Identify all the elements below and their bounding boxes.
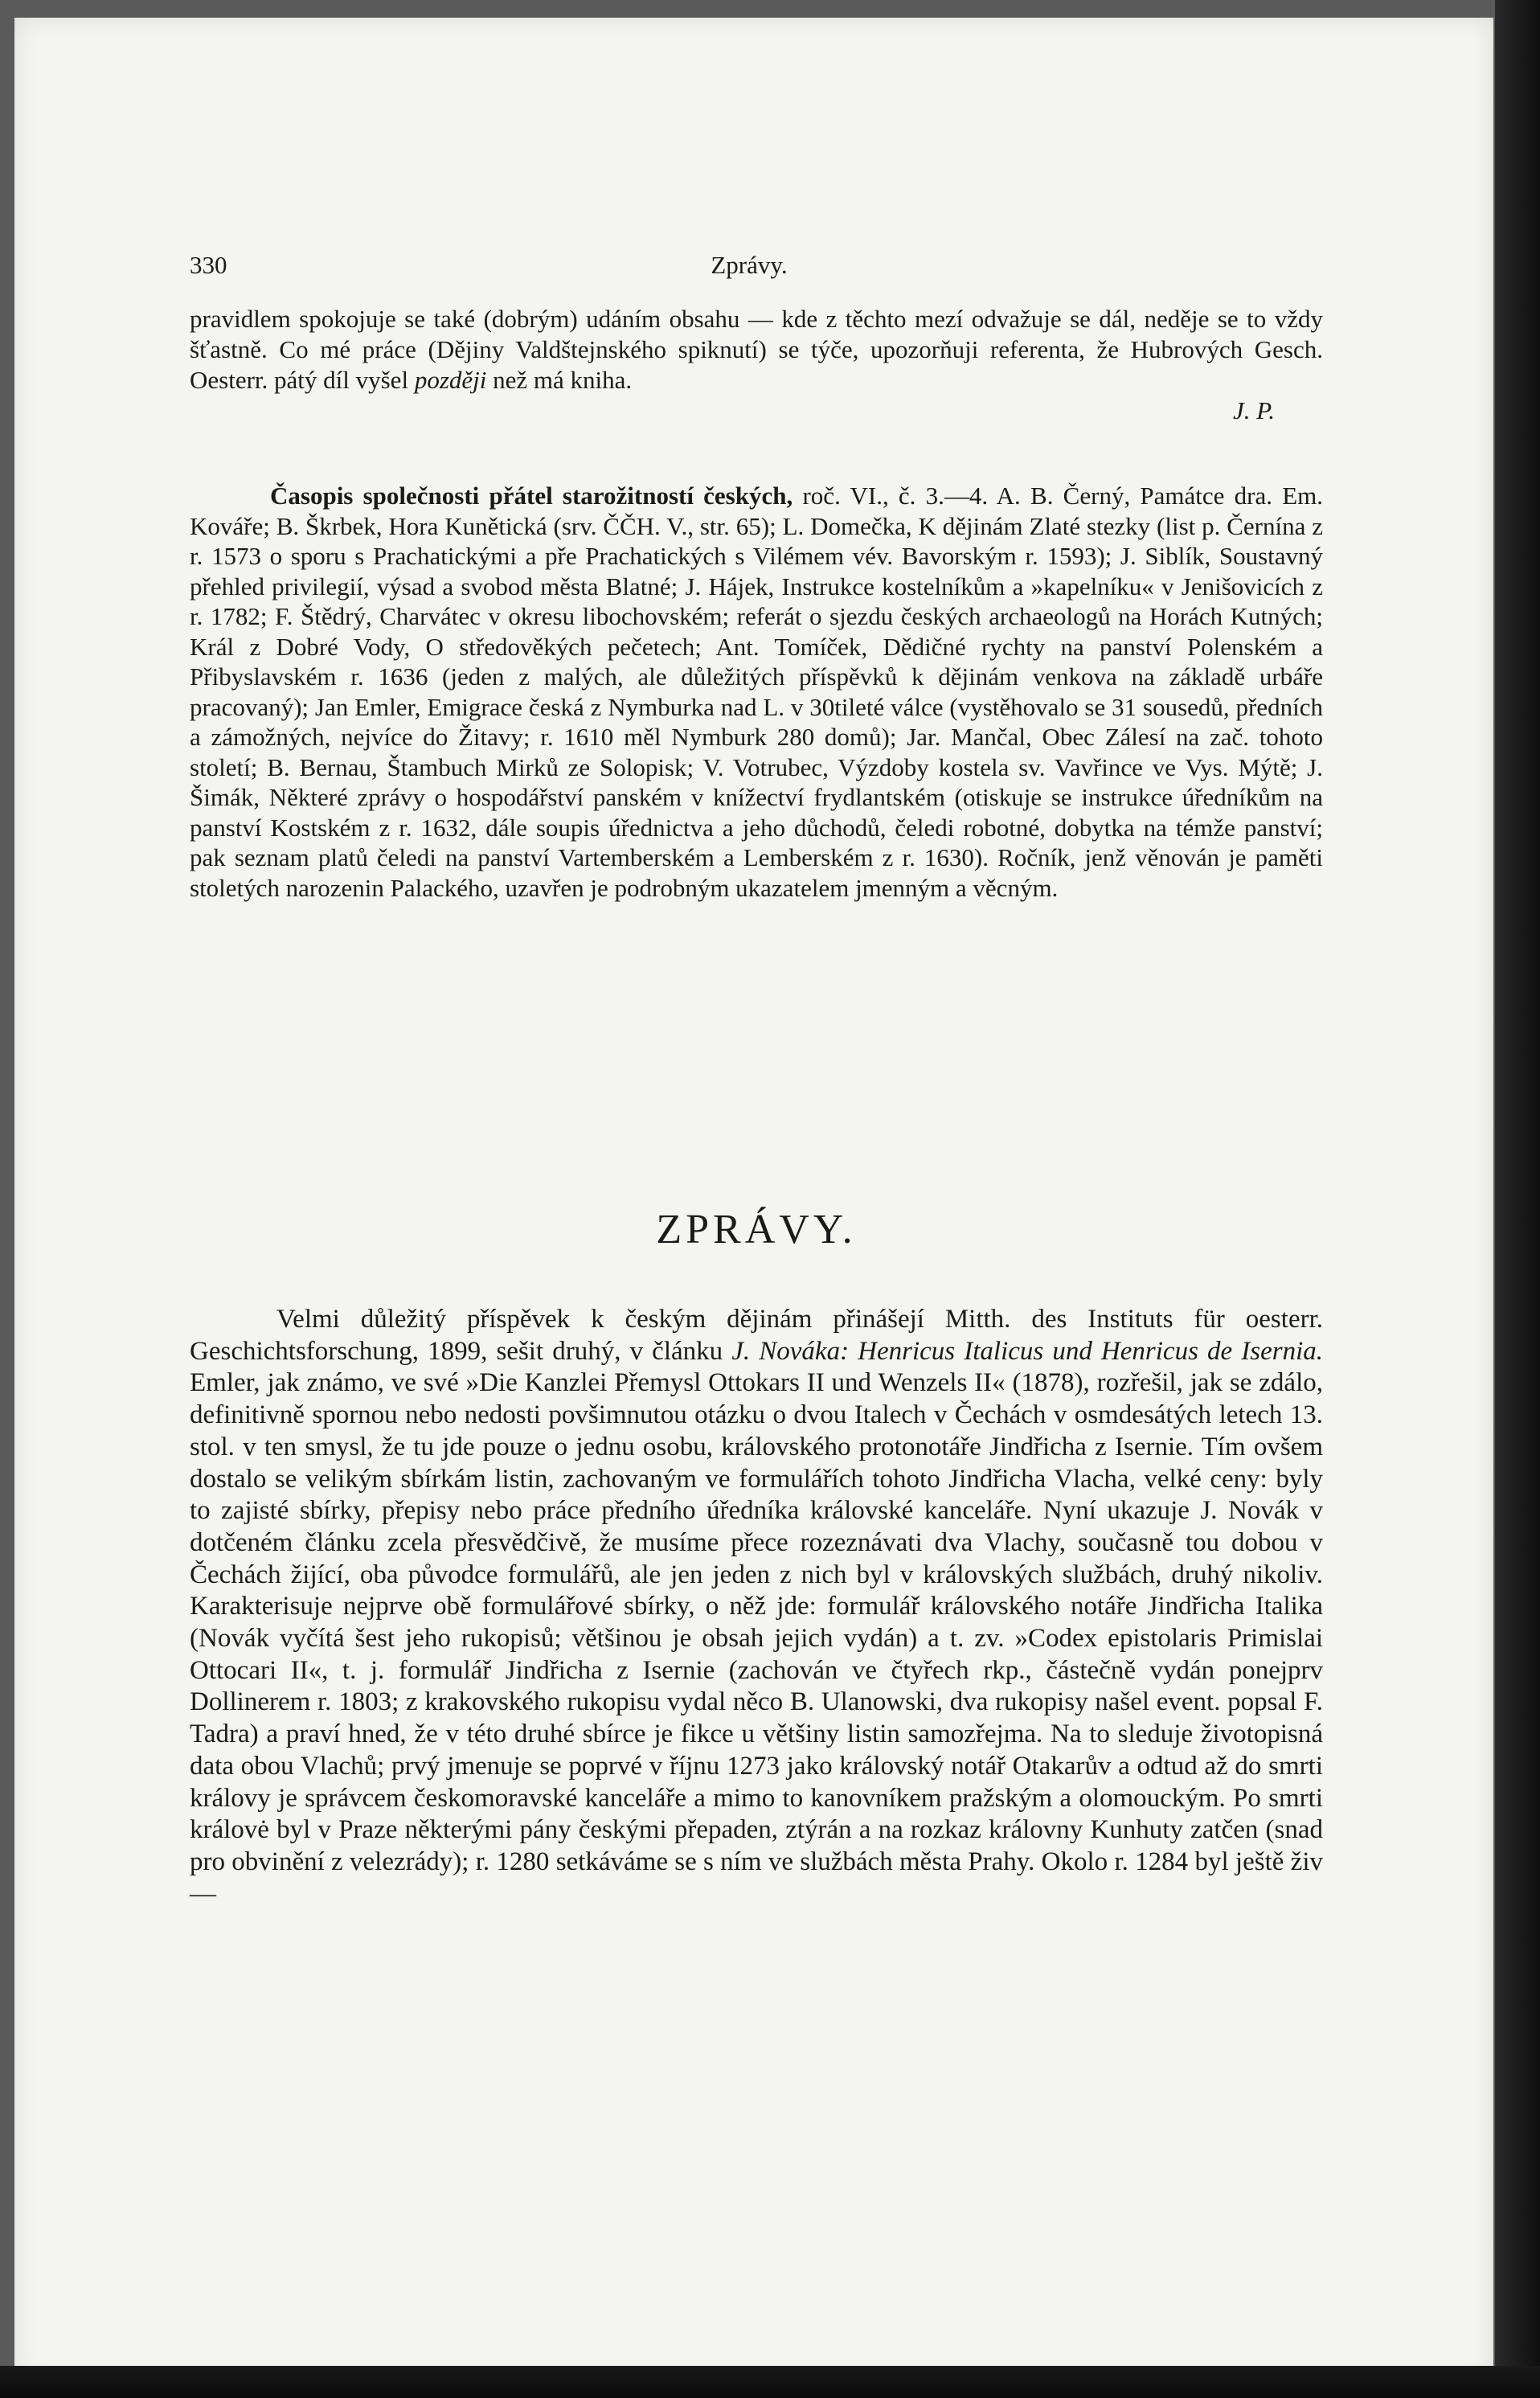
review-text-end: než má kniha. — [493, 366, 633, 394]
news-text-a: Velmi důležitý příspěvek k českým dějinám přinášejí Mitth. des Instituts für oesterr. Geschichtsforschung, 1899, sešit druhý, v článku — [190, 1305, 1323, 1366]
review-signature: J. P. — [1233, 396, 1275, 424]
page-header — [178, 251, 1320, 286]
review-text: pravidlem spokojuje se také (dobrým) udáním obsahu — kde z těchto mezí odvažuje se dál, neděje se to vždy šťastně. Co mé práce (Dějiny Valdštejnského spiknutí) se týče, upozorňuji referenta, že Hubrových Gesch. Oesterr. pátý díl vyšel — [190, 305, 1323, 394]
review-paragraph — [190, 304, 1323, 426]
scan-edge-bottom — [0, 2366, 1540, 2398]
news-paragraph — [190, 1304, 1323, 1910]
journal-text: roč. VI., č. 3.—4. A. B. Černý, Památce dra. Em. Kováře; B. Škrbek, Hora Kunětická (srv. ČČH. V., str. 65); L. Domečka, K dějinám Zlaté stezky (list p. Černína z r. 1573 o sporu s Prachatickými a pře Prachatických s Vilémem vév. Bavorským r. 1593); J. Siblík, Soustavný přehled privilegií, výsad a svobod města Blatné; J. Hájek, Instrukce kostelníkům a »kapelníku« v Jenišovicích z r. 1782; F. Štědrý, Charvátec v okresu libochovském; referát o sjezdu českých archaeologů na Horách Kutných; Král z Dobré Vody, O středověkých pečetech; Ant. Tomíček, Dědičné rychty na panství Polenském a Přibyslavském r. 1636 (jeden z malých, ale důležitých příspěvků k dějinám venkova na základě urbáře pracovaný); Jan Emler, Emigrace česká z Nymburka nad L. v 30tileté válce (vystěhovalo se 31 sousedů, předních a zámožných, nejvíce do Žitavy; r. 1610 měl Nymburk 280 domů); Jar. Mančal, Obec Zálesí na zač. tohoto století; B. Bernau, Štambuch Mirků ze Solopisk; V. Votrubec, Výzdoby kostela sv. Vavřince ve Vys. Mýtě; J. Šimák, Některé zprávy o hospodářství panském v knížectví frydlantském (otiskuje se instrukce úředníkům na panství Kostském z r. 1632, dále soupis úřednictva a jeho důchodů, čeledi robotné, dobytka na témže panství; pak seznam platů čeledi na panství Vartemberském a Lemberském z r. 1630). Ročník, jenž věnován je paměti stoletých narozenin Palackého, uzavřen je podrobným ukazatelem jmenným a věcným. — [190, 482, 1324, 902]
news-text-b: Emler, jak známo, ve své »Die Kanzlei Přemysl Ottokars II und Wenzels II« (1878), rozřešil, jak se zdálo, definitivně spornou nebo nedosti povšimnutou otázku o dvou Italech v Čechách v osmdesátých letech 13. stol. v ten smysl, že tu jde pouze o jednu osobu, královského protonotáře Jindřicha z Isernie. Tím ovšem dostalo se velikým sbírkám listin, zachovaným ve formulářích tohoto Jindřicha Vlacha, velké ceny: byly to zajisté sbírky, přepisy nebo práce předního úředníka královské kanceláře. Nyní ukazuje J. Novák v dotčeném článku zcela přesvědčivě, že musíme přece rozeznávati dva Vlachy, současně tou dobou v Čechách žijící, oba původce formulářů, ale jen jeden z nich byl v královských službách, druhý nikoliv. Karakterisuje nejprve obě formulářové sbírky, o něž jde: formulář královského notáře Jindřicha Italika (Novák vyčítá šest jeho rukopisů; většinou je obsah jejich vydán) a t. zv. »Codex epistolaris Primislai Ottocari II«, t. j. formulář Jindřicha z Isernie (zachován ve čtyřech rkp., částečně vydán ponejprv Dollinerem r. 1803; z krakovského rukopisu vydal něco B. Ulanowski, dva rukopisy našel event. popsal F. Tadra) a praví hned, že v této druhé sbírce je fikce u většiny listin samozřejma. Na to sleduje životopisná data obou Vlachů; prvý jmenuje se poprvé v říjnu 1273 jako královský notář Otakarův a odtud až do smrti královy je správcem českomoravské kanceláře a mimo to kanovníkem pražským a olomouckým. Po smrti královė byl v Praze některými pány českými přepaden, ztýrán a na rozkaz královny Kunhuty zatčen (snad pro obvinění z velezrády); r. 1280 setkáváme se s ním ve službách města Prahy. Okolo r. 1284 byl ještě živ — — [190, 1368, 1323, 1908]
running-title: Zprávy. — [711, 251, 788, 279]
news-emphasis: J. Nováka: Henricus Italicus und Henricus de Isernia. — [731, 1336, 1323, 1366]
journal-paragraph — [190, 481, 1323, 903]
review-emphasis: později — [414, 366, 487, 394]
section-heading: ZPRÁVY. — [656, 1207, 857, 1252]
journal-title: Časopis společnosti přátel starožitností českých, — [270, 482, 793, 510]
page-number: 330 — [190, 251, 227, 279]
scan-edge-right — [1495, 0, 1540, 2398]
